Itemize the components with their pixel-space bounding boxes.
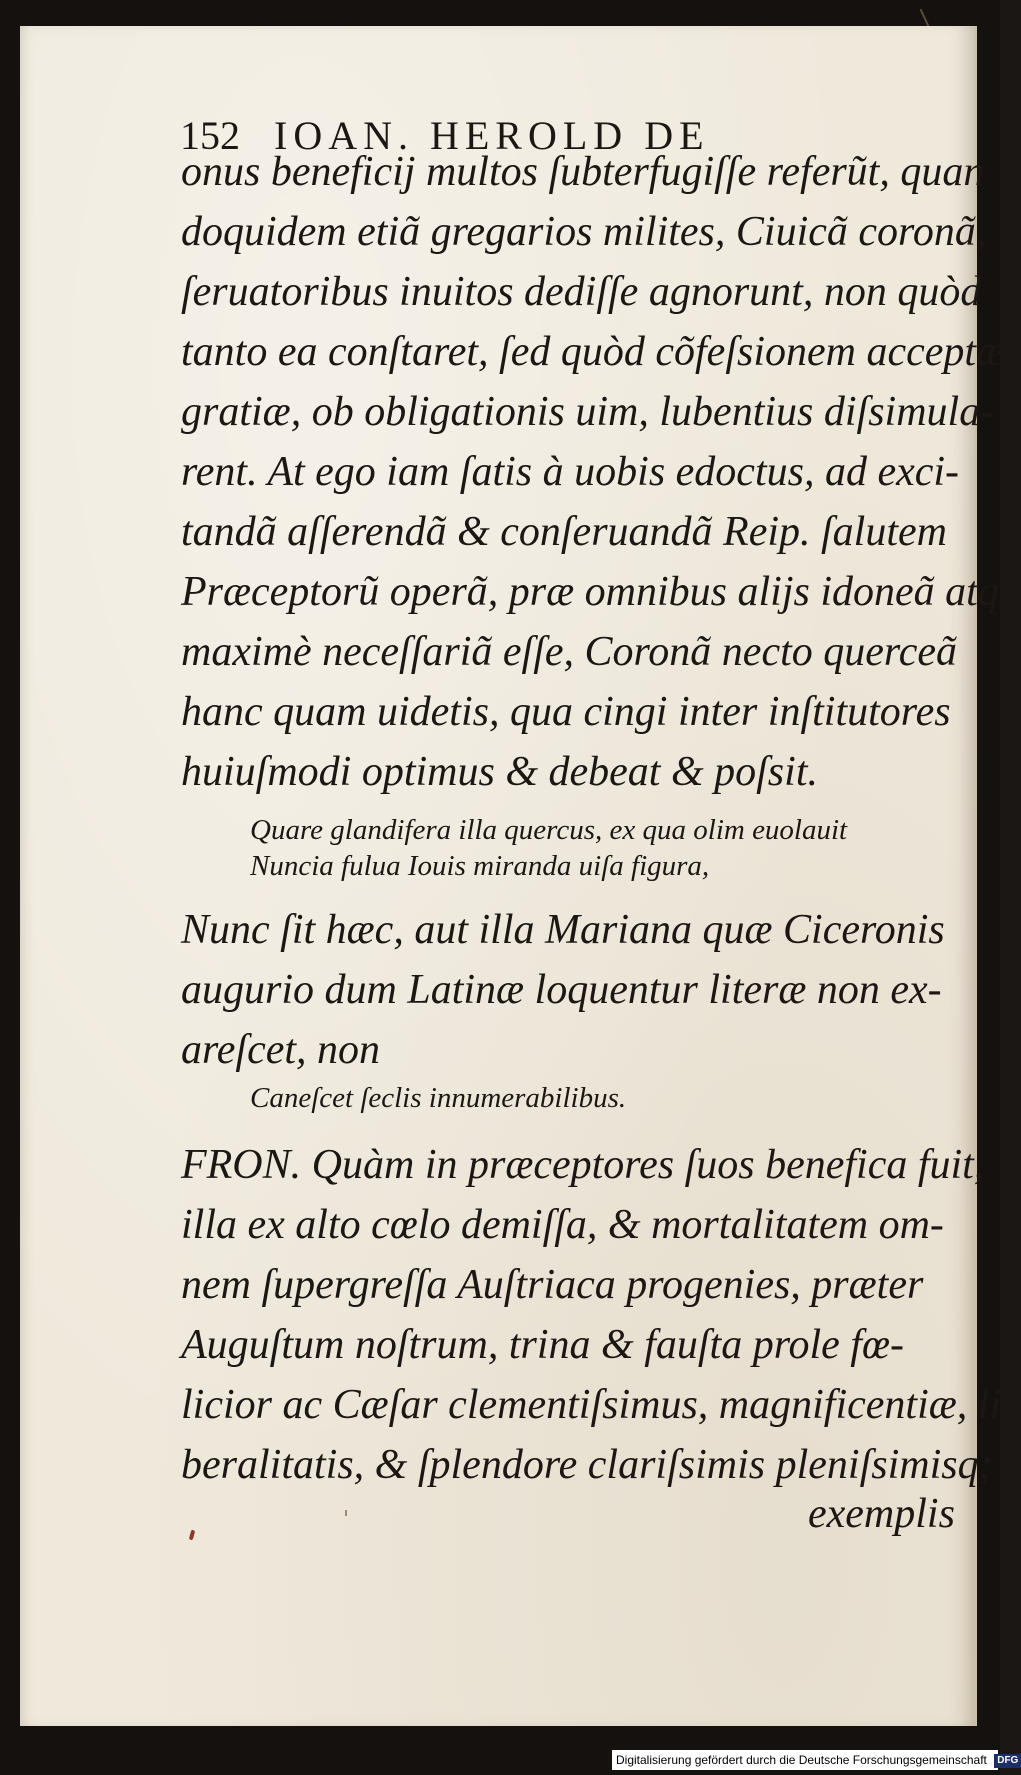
dfg-logo: DFG bbox=[994, 1754, 1021, 1768]
text-line: tanto ea conſtaret, ſed quòd cõfeſsionem acceptæ bbox=[181, 329, 1005, 375]
paper-speck bbox=[345, 1510, 347, 1516]
text-line: gratiæ, ob obligationis uim, lubentius diſsimula- bbox=[181, 389, 995, 435]
page-number: 152 bbox=[180, 113, 240, 158]
footer-text: Digitalisierung gefördert durch die Deutsche Forschungsgemeinschaft bbox=[616, 1753, 987, 1767]
running-title: IOAN. HEROLD DE bbox=[274, 113, 710, 158]
text-line: Præceptorũ operã, præ omnibus alijs idoneã atq; bbox=[181, 569, 1013, 615]
text-line: tandã aſſerendã & conſeruandã Reip. ſalutem bbox=[181, 509, 947, 555]
text-line: doquidem etiã gregarios milites, Ciuicã coronã, bbox=[181, 209, 987, 255]
catchword: exemplis bbox=[808, 1491, 955, 1537]
text-line: illa ex alto cœlo demiſſa, & mortalitatem om- bbox=[181, 1202, 944, 1248]
verse-block-1 bbox=[250, 812, 847, 884]
verse-line: Caneſcet ſeclis innumerabilibus. bbox=[250, 1082, 627, 1114]
verse-line: Quare glandifera illa quercus, ex qua olim euolauit bbox=[250, 814, 848, 846]
verse-line: Nuncia fulua Iouis miranda uiſa figura, bbox=[250, 850, 710, 882]
text-line: rent. At ego iam ſatis à uobis edoctus, ad exci- bbox=[181, 449, 960, 495]
text-line: areſcet, non bbox=[181, 1027, 381, 1073]
text-line: licior ac Cæſar clementiſsimus, magnificentiæ, li bbox=[181, 1382, 1002, 1428]
text-line: augurio dum Latinæ loquentur literæ non ex- bbox=[181, 967, 942, 1013]
text-line: hanc quam uidetis, qua cingi inter inſtitutores bbox=[181, 689, 951, 735]
text-line: ſeruatoribus inuitos dediſſe agnorunt, non quòd bbox=[181, 269, 982, 315]
text-line: onus beneficij multos ſubterfugiſſe referũt, quan bbox=[181, 149, 985, 195]
verse-block-2 bbox=[250, 1080, 626, 1116]
text-line: FRON. Quàm in præceptores ſuos benefica fuit, bbox=[181, 1142, 985, 1188]
text-line: Nunc ſit hæc, aut illa Mariana quæ Ciceronis bbox=[181, 907, 945, 953]
text-line: nem ſupergreſſa Auſtriaca progenies, præter bbox=[181, 1262, 924, 1308]
digitization-footer bbox=[612, 1750, 1019, 1770]
text-line: maximè neceſſariã eſſe, Coronã necto querceã bbox=[181, 629, 957, 675]
text-line: beralitatis, & ſplendore clariſsimis pleniſsimisq; bbox=[181, 1442, 993, 1488]
paragraph-block-2 bbox=[181, 900, 945, 1080]
text-line: huiuſmodi optimus & debeat & poſsit. bbox=[181, 749, 818, 795]
paragraph-block-1 bbox=[181, 142, 1013, 802]
paragraph-block-3 bbox=[181, 1135, 1001, 1495]
text-line: Auguſtum noſtrum, trina & fauſta prole fœ- bbox=[181, 1322, 904, 1368]
